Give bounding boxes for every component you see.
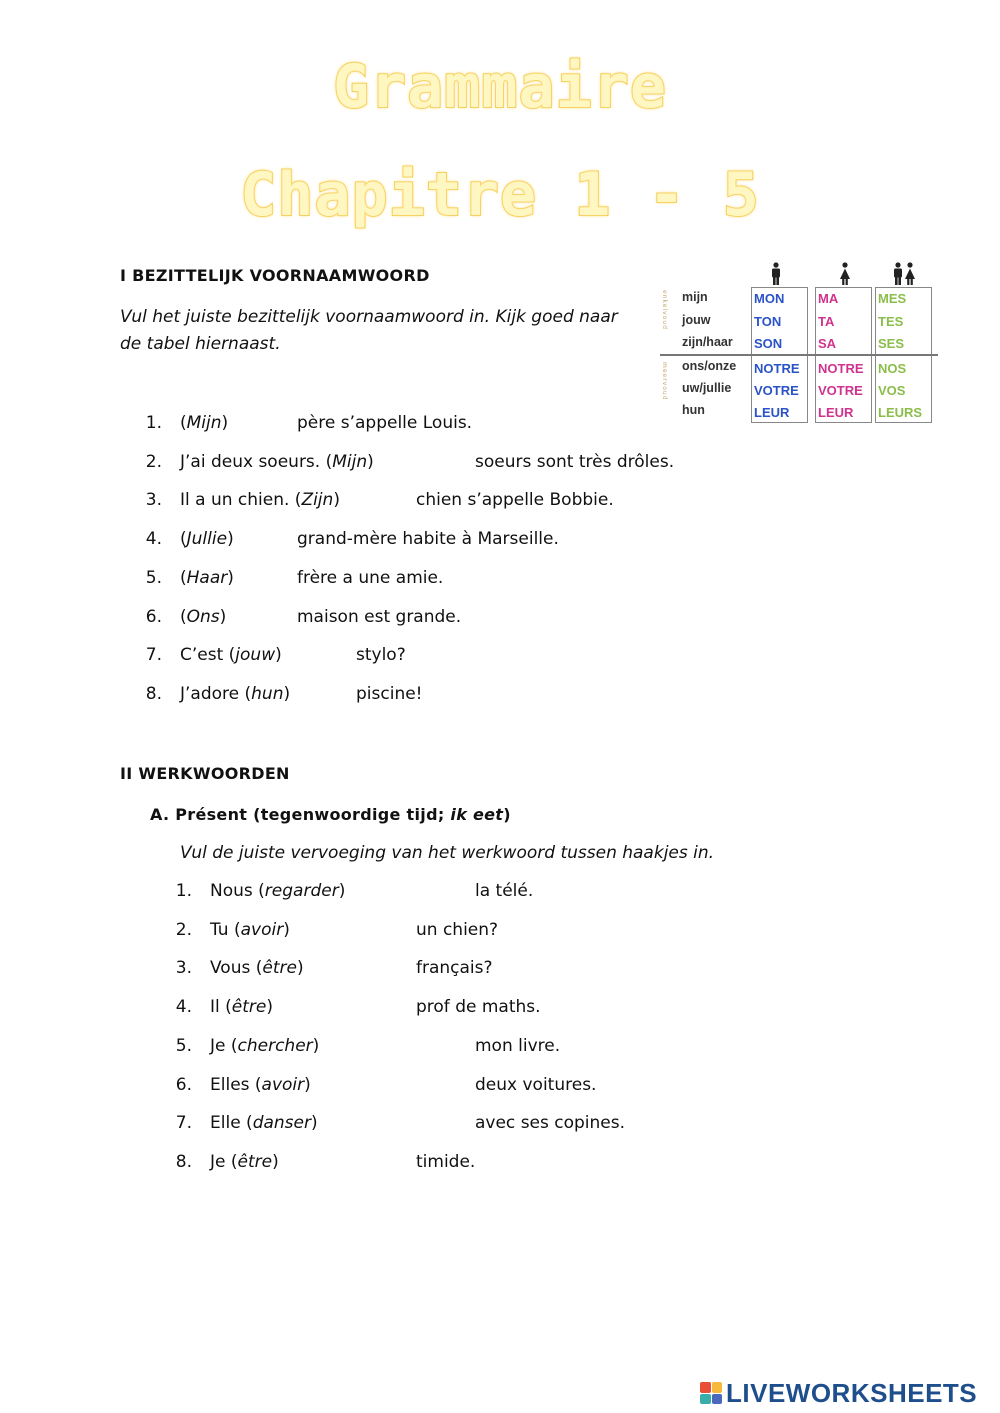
item-sentence-rest: avec ses copines. bbox=[475, 1113, 626, 1134]
prompt-suffix: ) bbox=[227, 567, 234, 588]
item-sentence-rest: français? bbox=[416, 958, 493, 979]
prompt-suffix: ) bbox=[310, 1113, 318, 1134]
prompt-suffix: ) bbox=[227, 529, 234, 550]
prompt-suffix: ) bbox=[312, 1035, 320, 1056]
label-zijn-haar: zijn/haar bbox=[682, 335, 733, 349]
subheading-suffix: ) bbox=[503, 805, 511, 824]
cell-notre-m: NOTRE bbox=[754, 361, 800, 376]
cell-ma: MA bbox=[818, 291, 839, 306]
item-number: 3. bbox=[175, 958, 192, 979]
prompt-prefix: J’ai deux soeurs. ( bbox=[180, 451, 333, 472]
item-number: 6. bbox=[175, 1074, 192, 1095]
item-prompt bbox=[210, 1111, 318, 1135]
section2-instruction: Vul de juiste vervoeging van het werkwoord tussen haakjes in. bbox=[180, 843, 715, 863]
item-number: 7. bbox=[145, 645, 162, 666]
singular-side-label: enkelvoud bbox=[661, 290, 668, 330]
section2-exercise-item bbox=[168, 918, 868, 942]
section1-exercise-item bbox=[138, 605, 838, 629]
cell-votre-m: VOTRE bbox=[754, 383, 799, 398]
item-number: 1. bbox=[145, 413, 162, 433]
item-sentence-rest: mon livre. bbox=[475, 1035, 561, 1056]
section1-instruction: Vul het juiste bezittelijk voornaamwoord in. Kijk goed naar de tabel hiernaast. bbox=[120, 307, 618, 354]
prompt-hint: regarder bbox=[264, 881, 339, 901]
liveworksheets-footer bbox=[700, 1378, 977, 1408]
section2-exercise-item bbox=[168, 879, 868, 903]
prompt-prefix: Elle ( bbox=[210, 1113, 253, 1134]
prompt-prefix: Vous ( bbox=[210, 958, 263, 979]
item-prompt bbox=[180, 488, 340, 512]
item-number: 5. bbox=[175, 1035, 192, 1056]
item-sentence-rest: prof de maths. bbox=[416, 997, 541, 1018]
section1-exercise-item bbox=[138, 488, 838, 512]
prompt-prefix: Elles ( bbox=[210, 1074, 262, 1095]
section1-heading: I BEZITTELIJK VOORNAAMWOORD bbox=[120, 266, 430, 285]
cell-sa: SA bbox=[818, 336, 837, 351]
prompt-suffix: ) bbox=[367, 451, 374, 472]
subheading-prefix: A. Présent (tegenwoordige tijd; bbox=[150, 805, 451, 824]
prompt-hint: chercher bbox=[237, 1035, 313, 1056]
liveworksheets-logo-icon bbox=[700, 1382, 722, 1404]
cell-nos: NOS bbox=[878, 361, 907, 376]
item-prompt bbox=[180, 450, 374, 474]
item-prompt bbox=[210, 1034, 319, 1058]
prompt-prefix: ( bbox=[180, 606, 187, 627]
worksheet-subtitle: Chapitre 1 - 5 bbox=[240, 160, 760, 230]
prompt-suffix: ) bbox=[283, 919, 290, 940]
item-sentence-rest: timide. bbox=[416, 1151, 476, 1172]
item-prompt bbox=[180, 411, 228, 435]
prompt-hint: Haar bbox=[186, 567, 228, 588]
prompt-hint: avoir bbox=[261, 1074, 305, 1095]
prompt-suffix: ) bbox=[338, 881, 346, 901]
cell-leur-m: LEUR bbox=[754, 405, 790, 420]
prompt-hint: Mijn bbox=[186, 413, 222, 433]
item-number: 4. bbox=[145, 529, 162, 550]
prompt-hint: être bbox=[262, 958, 297, 979]
prompt-prefix: Nous ( bbox=[210, 881, 265, 901]
item-number: 8. bbox=[145, 683, 162, 704]
prompt-prefix: Tu ( bbox=[210, 919, 241, 940]
item-sentence-rest: père s’appelle Louis. bbox=[297, 413, 473, 433]
female-figure-icon bbox=[839, 262, 851, 286]
subheading-italic: ik eet bbox=[450, 805, 504, 824]
cell-mon: MON bbox=[754, 291, 785, 306]
male-figure-icon bbox=[770, 262, 782, 286]
item-sentence-rest: grand-mère habite à Marseille. bbox=[297, 529, 559, 550]
item-prompt bbox=[180, 643, 282, 667]
section2-exercise-item bbox=[168, 995, 868, 1019]
item-number: 3. bbox=[145, 490, 162, 511]
item-sentence-rest: piscine! bbox=[356, 683, 423, 704]
section1-exercise-item bbox=[138, 527, 838, 551]
item-prompt bbox=[180, 605, 226, 629]
prompt-prefix: Je ( bbox=[210, 1151, 238, 1172]
cell-vos: VOS bbox=[878, 383, 906, 398]
label-jouw: jouw bbox=[682, 313, 711, 327]
item-sentence-rest: deux voitures. bbox=[475, 1074, 597, 1095]
worksheet-title: Grammaire bbox=[332, 52, 668, 122]
prompt-suffix: ) bbox=[221, 413, 229, 433]
prompt-suffix: ) bbox=[219, 606, 227, 627]
male-female-figure-icon bbox=[892, 262, 916, 286]
prompt-hint: avoir bbox=[240, 919, 284, 940]
section1-exercise-item bbox=[138, 682, 838, 706]
cell-leur-f: LEUR bbox=[818, 405, 854, 420]
section1-exercise-item bbox=[138, 643, 838, 667]
item-number: 2. bbox=[145, 451, 162, 472]
plural-side-label: meervoud bbox=[661, 362, 668, 401]
prompt-hint: jouw bbox=[235, 645, 276, 666]
section2-exercise-item bbox=[168, 1150, 868, 1174]
item-sentence-rest: stylo? bbox=[356, 645, 406, 666]
table-divider bbox=[660, 354, 938, 356]
prompt-suffix: ) bbox=[304, 1074, 311, 1095]
item-number: 4. bbox=[175, 997, 192, 1018]
item-prompt bbox=[210, 918, 290, 942]
prompt-hint: Jullie bbox=[186, 529, 228, 550]
item-prompt bbox=[180, 566, 234, 590]
prompt-suffix: ) bbox=[333, 490, 340, 511]
prompt-prefix: Il a un chien. ( bbox=[180, 490, 302, 511]
label-hun: hun bbox=[682, 403, 705, 417]
cell-son: SON bbox=[754, 336, 783, 351]
prompt-hint: être bbox=[231, 997, 267, 1018]
item-number: 5. bbox=[145, 567, 162, 588]
section2-heading: II WERKWOORDEN bbox=[120, 764, 290, 783]
cell-votre-f: VOTRE bbox=[818, 383, 863, 398]
item-sentence-rest: la télé. bbox=[475, 881, 534, 901]
section1-exercise-item bbox=[138, 450, 838, 474]
cell-notre-f: NOTRE bbox=[818, 361, 864, 376]
prompt-prefix: Je ( bbox=[210, 1035, 238, 1056]
section1-exercise-item bbox=[138, 411, 838, 435]
section2-subheading bbox=[150, 805, 511, 824]
item-number: 6. bbox=[145, 606, 162, 627]
prompt-suffix: ) bbox=[283, 683, 291, 704]
cell-ton: TON bbox=[754, 314, 782, 329]
prompt-prefix: ( bbox=[180, 529, 187, 550]
prompt-prefix: C’est ( bbox=[180, 645, 236, 666]
prompt-hint: Zijn bbox=[301, 490, 334, 511]
prompt-hint: hun bbox=[251, 683, 284, 704]
cell-ta: TA bbox=[818, 314, 835, 329]
item-prompt bbox=[210, 1150, 279, 1174]
prompt-prefix: ( bbox=[180, 567, 187, 588]
prompt-suffix: ) bbox=[296, 958, 304, 979]
section2-exercise-item bbox=[168, 1111, 868, 1135]
section2-exercise-item bbox=[168, 1073, 868, 1097]
item-number: 7. bbox=[175, 1113, 192, 1134]
prompt-suffix: ) bbox=[272, 1151, 279, 1172]
prompt-hint: Mijn bbox=[332, 451, 368, 472]
prompt-hint: être bbox=[237, 1151, 273, 1172]
cell-tes: TES bbox=[878, 314, 904, 329]
item-prompt bbox=[210, 879, 345, 903]
item-sentence-rest: maison est grande. bbox=[297, 606, 462, 627]
item-sentence-rest: chien s’appelle Bobbie. bbox=[416, 490, 614, 511]
item-sentence-rest: frère a une amie. bbox=[297, 567, 444, 588]
prompt-suffix: ) bbox=[266, 997, 273, 1018]
prompt-prefix: Il ( bbox=[210, 997, 232, 1018]
cell-mes: MES bbox=[878, 291, 907, 306]
liveworksheets-brand: LIVEWORKSHEETS bbox=[726, 1377, 978, 1408]
possessive-pronoun-table bbox=[660, 262, 940, 424]
item-prompt bbox=[210, 956, 304, 980]
item-number: 8. bbox=[175, 1151, 192, 1172]
section1-exercise-item bbox=[138, 566, 838, 590]
cell-leurs: LEURS bbox=[878, 405, 923, 420]
prompt-prefix: ( bbox=[180, 413, 187, 433]
item-sentence-rest: un chien? bbox=[416, 919, 499, 940]
cell-ses: SES bbox=[878, 336, 905, 351]
item-number: 2. bbox=[175, 919, 192, 940]
label-ons-onze: ons/onze bbox=[682, 359, 737, 373]
item-prompt bbox=[210, 995, 273, 1019]
section2-exercise-item bbox=[168, 1034, 868, 1058]
prompt-hint: Ons bbox=[186, 606, 220, 627]
item-sentence-rest: soeurs sont très drôles. bbox=[475, 451, 675, 472]
prompt-hint: danser bbox=[252, 1113, 311, 1134]
label-mijn: mijn bbox=[682, 290, 708, 304]
prompt-prefix: J’adore ( bbox=[180, 683, 252, 704]
label-uw-jullie: uw/jullie bbox=[682, 381, 732, 395]
prompt-suffix: ) bbox=[275, 645, 282, 666]
item-prompt bbox=[180, 682, 290, 706]
section2-exercise-item bbox=[168, 956, 868, 980]
item-prompt bbox=[210, 1073, 311, 1097]
item-prompt bbox=[180, 527, 234, 551]
item-number: 1. bbox=[175, 881, 192, 901]
